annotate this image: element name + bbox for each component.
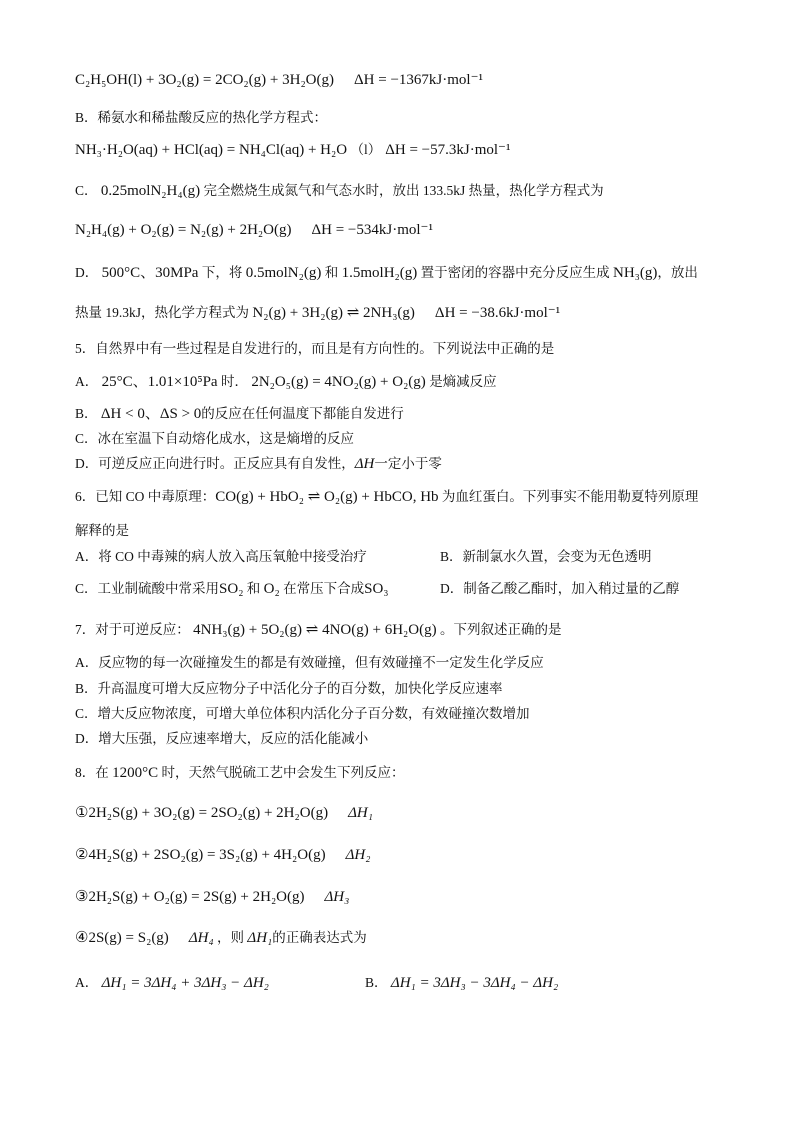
q6-equation: CO(g) + HbO₂ ⇌ O₂(g) + HbCO, Hb <box>215 489 439 505</box>
q6-option-a <box>75 547 425 567</box>
q6-b-text: B．新制氯水久置，会变为无色透明 <box>440 549 652 564</box>
q6-option-b <box>440 547 740 567</box>
q8-tail-symbol: ΔH₁ <box>247 930 273 946</box>
q7-stem1: 7．对于可逆反应： <box>75 622 190 637</box>
q8-tail1: ，则 <box>217 930 245 945</box>
q6-option-c <box>75 579 425 599</box>
q8-reaction-3 <box>75 887 735 907</box>
q8-stem1: 8．在 <box>75 765 109 780</box>
q5-a-equation: 2N₂O₅(g) = 4NO₂(g) + O₂(g) <box>251 374 426 390</box>
q8-reaction-4-enthalpy: ΔH₄ <box>188 930 214 946</box>
q8-reaction-3-num: ③ <box>75 889 89 905</box>
q8-reaction-4-num: ④ <box>75 930 89 946</box>
q4-d-text2: 和 <box>324 265 339 280</box>
q8-reaction-1 <box>75 803 735 823</box>
q8-b-expression: ΔH₁ = 3ΔH₃ − 3ΔH₄ − ΔH₂ <box>390 975 559 991</box>
q7-stem2: 。下列叙述正确的是 <box>439 622 562 637</box>
q5-d-text1: D．可逆反应正向进行时。正反应具有自发性， <box>75 456 355 471</box>
q7-option-d <box>75 729 735 749</box>
q4-d-enthalpy: ΔH = −38.6kJ·mol⁻¹ <box>434 305 561 321</box>
q5-b-text: 的反应在任何温度下都能自发进行 <box>201 406 404 421</box>
q7-b-text: B．升高温度可增大反应物分子中活化分子的百分数，加快化学反应速率 <box>75 681 503 696</box>
q5-b-condition: ΔH < 0、ΔS > 0 <box>100 406 202 422</box>
q7-stem <box>75 620 735 640</box>
q6-stem3: 解释的是 <box>75 523 129 538</box>
q4-c-amount: 0.25molN₂H₄(g) <box>100 183 201 199</box>
q4-option-b <box>75 108 735 128</box>
q4-d-product: NH₃(g) <box>613 265 658 281</box>
q8-a-expression: ΔH₁ = 3ΔH₄ + 3ΔH₃ − ΔH₂ <box>101 975 269 991</box>
q6-a-text: A．将 CO 中毒辣的病人放入高压氧舱中接受治疗 <box>75 549 367 564</box>
q5-option-b <box>75 404 735 424</box>
q5-option-a <box>75 372 735 392</box>
q8-reaction-2-num: ② <box>75 847 89 863</box>
q8-b-label: B． <box>365 975 388 990</box>
q4-d-condition: 500°C、30MPa <box>101 265 199 281</box>
q4-b-state: （l） <box>350 142 382 157</box>
q4-c-text: 完全燃烧生成氮气和气态水时，放出 133.5kJ 热量，热化学方程式为 <box>203 183 604 198</box>
q8-reaction-2 <box>75 845 735 865</box>
q4-d-amount1: 0.5molN₂(g) <box>245 265 322 281</box>
q7-option-c <box>75 704 735 724</box>
q6-c-text1: C．工业制硫酸中常采用 <box>75 581 220 596</box>
q4-d-text4: ，放出 <box>657 265 698 280</box>
q5-d-text2: 一定小于零 <box>374 456 442 471</box>
q8-reaction-1-equation: 2H₂S(g) + 3O₂(g) = 2SO₂(g) + 2H₂O(g) <box>88 805 329 821</box>
q8-reaction-2-enthalpy: ΔH₂ <box>345 847 371 863</box>
q8-reaction-4 <box>75 928 735 948</box>
q8-stem2: 时，天然气脱硫工艺中会发生下列反应： <box>161 765 405 780</box>
q4-d-label: D． <box>75 265 99 280</box>
q6-c-text2: 和 <box>246 581 261 596</box>
q8-tail2: 的正确表达式为 <box>272 930 367 945</box>
q5-c-text: C．冰在室温下自动熔化成水，这是熵增的反应 <box>75 431 355 446</box>
q7-a-text: A．反应物的每一次碰撞发生的都是有效碰撞，但有效碰撞不一定发生化学反应 <box>75 655 544 670</box>
q8-temperature: 1200°C <box>112 765 159 781</box>
q4-option-d-line2 <box>75 303 735 323</box>
q5-a-condition: 25°C、1.01×10⁵Pa <box>101 374 218 390</box>
q8-stem <box>75 763 735 783</box>
q5-stem <box>75 339 735 359</box>
q4-d-text3: 置于密闭的容器中充分反应生成 <box>420 265 610 280</box>
q7-option-b <box>75 679 735 699</box>
q6-stem2: 为血红蛋白。下列事实不能用勒夏特列原理 <box>441 489 699 504</box>
q4-a-equation-line <box>75 70 735 90</box>
q6-stem1: 6．已知 CO 中毒原理： <box>75 489 216 504</box>
q8-reaction-2-equation: 4H₂S(g) + 2SO₂(g) = 3S₂(g) + 4H₂O(g) <box>88 847 326 863</box>
q4-c-label: C． <box>75 183 98 198</box>
q5-a-text1: 时． <box>220 374 248 389</box>
q6-stem-line2 <box>75 521 735 541</box>
q8-a-label: A． <box>75 975 99 990</box>
q4-option-d-line1 <box>75 263 735 283</box>
q4-c-equation-line <box>75 220 735 240</box>
q7-option-a <box>75 653 735 673</box>
q8-option-b <box>365 973 735 993</box>
q4-a-equation: C₂H₅OH(l) + 3O₂(g) = 2CO₂(g) + 3H₂O(g) <box>75 72 334 88</box>
q4-b-enthalpy: ΔH = −57.3kJ·mol⁻¹ <box>385 142 511 158</box>
q4-c-equation: N₂H₄(g) + O₂(g) = N₂(g) + 2H₂O(g) <box>75 222 292 238</box>
q7-d-text: D．增大压强，反应速率增大，反应的活化能减小 <box>75 731 369 746</box>
q4-d-text5: 热量 19.3kJ，热化学方程式为 <box>75 305 250 320</box>
q8-reaction-1-enthalpy: ΔH₁ <box>348 805 373 821</box>
q5-a-label: A． <box>75 374 99 389</box>
q5-stem-text: 5．自然界中有一些过程是自发进行的，而且是有方向性的。下列说法中正确的是 <box>75 341 555 356</box>
q6-stem-line1 <box>75 487 735 507</box>
q6-c-text3: 在常压下合成 <box>283 581 365 596</box>
q8-option-a <box>75 973 355 993</box>
q6-option-d <box>440 579 740 599</box>
q5-d-symbol: ΔH <box>354 456 375 472</box>
q6-c-f2: O₂ <box>263 581 280 597</box>
q8-reaction-3-enthalpy: ΔH₃ <box>324 889 350 905</box>
q4-b-text: B．稀氨水和稀盐酸反应的热化学方程式： <box>75 110 328 125</box>
q5-a-text2: 是熵减反应 <box>429 374 497 389</box>
q4-d-amount2: 1.5molH₂(g) <box>341 265 418 281</box>
q4-b-equation-line <box>75 140 735 160</box>
q4-a-enthalpy: ΔH = −1367kJ·mol⁻¹ <box>354 72 483 88</box>
q4-c-enthalpy: ΔH = −534kJ·mol⁻¹ <box>311 222 433 238</box>
q4-d-equation: N₂(g) + 3H₂(g) ⇌ 2NH₃(g) <box>252 305 415 321</box>
q5-option-c <box>75 429 735 449</box>
q6-c-f3: SO₃ <box>364 581 389 597</box>
q4-option-c <box>75 181 735 201</box>
q7-c-text: C．增大反应物浓度，可增大单位体积内活化分子百分数，有效碰撞次数增加 <box>75 706 530 721</box>
q8-reaction-4-equation: 2S(g) = S₂(g) <box>88 930 169 946</box>
q8-reaction-1-num: ① <box>75 805 89 821</box>
q4-b-equation: NH₃·H₂O(aq) + HCl(aq) = NH₄Cl(aq) + H₂O <box>75 142 348 158</box>
q5-b-label: B． <box>75 406 98 421</box>
q6-d-text: D．制备乙酸乙酯时，加入稍过量的乙醇 <box>440 581 680 596</box>
q7-equation: 4NH₃(g) + 5O₂(g) ⇌ 4NO(g) + 6H₂O(g) <box>193 622 437 638</box>
q5-option-d <box>75 454 735 474</box>
q8-reaction-3-equation: 2H₂S(g) + O₂(g) = 2S(g) + 2H₂O(g) <box>88 889 305 905</box>
q4-d-text1: 下，将 <box>201 265 243 280</box>
q6-c-f1: SO₂ <box>219 581 244 597</box>
